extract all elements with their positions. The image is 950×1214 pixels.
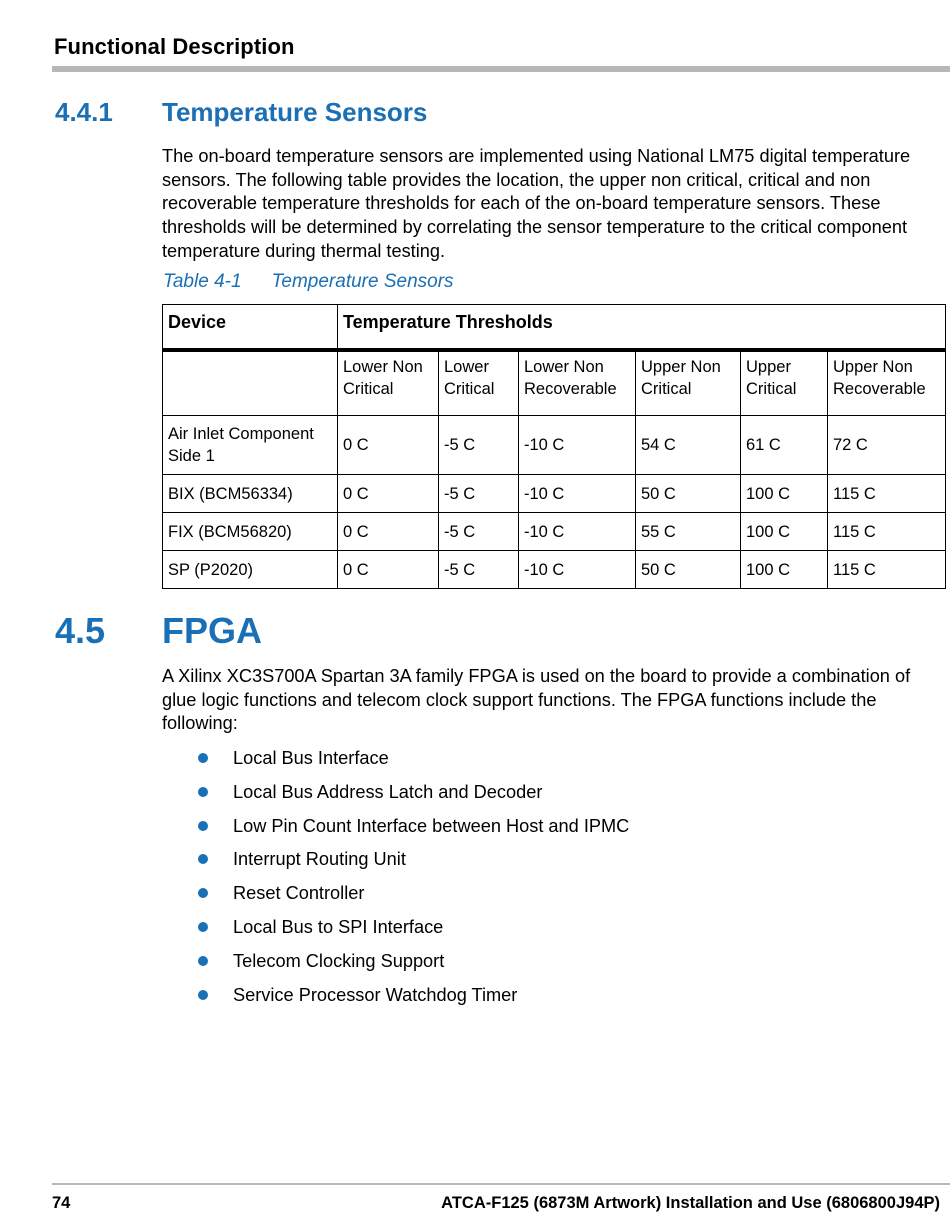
value-cell: 100 C bbox=[741, 551, 828, 589]
bullet-icon bbox=[198, 888, 208, 898]
value-cell: -5 C bbox=[439, 551, 519, 589]
value-cell: -5 C bbox=[439, 475, 519, 513]
running-head: Functional Description bbox=[54, 34, 295, 59]
bullet-icon bbox=[198, 990, 208, 1000]
value-cell: 50 C bbox=[636, 551, 741, 589]
list-item: Low Pin Count Interface between Host and IPMC bbox=[198, 813, 629, 847]
list-item: Local Bus Interface bbox=[198, 745, 629, 779]
table-caption bbox=[163, 271, 454, 293]
bullet-icon bbox=[198, 956, 208, 966]
value-cell: -5 C bbox=[439, 416, 519, 475]
device-cell: SP (P2020) bbox=[163, 551, 338, 589]
bullet-icon bbox=[198, 787, 208, 797]
list-item: Telecom Clocking Support bbox=[198, 948, 629, 982]
value-cell: 61 C bbox=[741, 416, 828, 475]
value-cell: 54 C bbox=[636, 416, 741, 475]
bullet-icon bbox=[198, 821, 208, 831]
value-cell: 115 C bbox=[828, 551, 946, 589]
device-cell: BIX (BCM56334) bbox=[163, 475, 338, 513]
value-cell: -10 C bbox=[519, 551, 636, 589]
subheader-cell: Upper Critical bbox=[741, 350, 828, 416]
page-number: 74 bbox=[52, 1194, 71, 1212]
value-cell: 50 C bbox=[636, 475, 741, 513]
bullet-icon bbox=[198, 854, 208, 864]
value-cell: 115 C bbox=[828, 475, 946, 513]
device-cell: Air Inlet Component Side 1 bbox=[163, 416, 338, 475]
section-number: 4.5 bbox=[55, 610, 106, 651]
subheader-cell: Upper Non Critical bbox=[636, 350, 741, 416]
subheader-cell: Upper Non Recoverable bbox=[828, 350, 946, 416]
list-item: Service Processor Watchdog Timer bbox=[198, 982, 629, 1016]
temperature-sensors-table bbox=[162, 304, 946, 589]
table-subheader-row bbox=[163, 350, 946, 416]
value-cell: 0 C bbox=[338, 513, 439, 551]
table-caption-title: Temperature Sensors bbox=[271, 271, 454, 292]
header-thresholds: Temperature Thresholds bbox=[338, 305, 946, 351]
table-row bbox=[163, 416, 946, 475]
fpga-functions-list bbox=[198, 745, 629, 1015]
device-cell: FIX (BCM56820) bbox=[163, 513, 338, 551]
list-item: Interrupt Routing Unit bbox=[198, 846, 629, 880]
table-caption-number: Table 4-1 bbox=[163, 271, 242, 292]
value-cell: 115 C bbox=[828, 513, 946, 551]
value-cell: 0 C bbox=[338, 475, 439, 513]
table-row bbox=[163, 475, 946, 513]
subheader-cell: Lower Non Critical bbox=[338, 350, 439, 416]
section-title: Temperature Sensors bbox=[162, 97, 428, 127]
section-paragraph: The on-board temperature sensors are implemented using National LM75 digital temperature sensors. The following table provides the location, the upper non critical, critical and non recoverable temperature thresholds for each of the on-board temperature sensors. These thresholds will be determined by correlating the sensor temperature to the critical component temperature during thermal testing. bbox=[162, 146, 911, 261]
value-cell: 0 C bbox=[338, 416, 439, 475]
subheader-empty bbox=[163, 350, 338, 416]
value-cell: 100 C bbox=[741, 475, 828, 513]
value-cell: -5 C bbox=[439, 513, 519, 551]
list-item: Local Bus to SPI Interface bbox=[198, 914, 629, 948]
header-device: Device bbox=[163, 305, 338, 351]
document-title: ATCA-F125 (6873M Artwork) Installation and Use (6806800J94P) bbox=[441, 1194, 940, 1212]
value-cell: 72 C bbox=[828, 416, 946, 475]
header-rule bbox=[52, 66, 950, 72]
section-paragraph: A Xilinx XC3S700A Spartan 3A family FPGA is used on the board to provide a combination of glue logic functions and telecom clock support functions. The FPGA functions include the following: bbox=[162, 666, 911, 734]
list-item: Reset Controller bbox=[198, 880, 629, 914]
value-cell: 0 C bbox=[338, 551, 439, 589]
subheader-cell: Lower Critical bbox=[439, 350, 519, 416]
list-item: Local Bus Address Latch and Decoder bbox=[198, 779, 629, 813]
bullet-icon bbox=[198, 922, 208, 932]
table-row bbox=[163, 551, 946, 589]
bullet-icon bbox=[198, 753, 208, 763]
table-row bbox=[163, 513, 946, 551]
value-cell: -10 C bbox=[519, 416, 636, 475]
value-cell: 100 C bbox=[741, 513, 828, 551]
footer-rule bbox=[52, 1183, 950, 1185]
section-number: 4.4.1 bbox=[55, 97, 113, 127]
value-cell: -10 C bbox=[519, 475, 636, 513]
subheader-cell: Lower Non Recoverable bbox=[519, 350, 636, 416]
section-title: FPGA bbox=[162, 610, 263, 651]
table-header-row bbox=[163, 305, 946, 351]
value-cell: -10 C bbox=[519, 513, 636, 551]
value-cell: 55 C bbox=[636, 513, 741, 551]
